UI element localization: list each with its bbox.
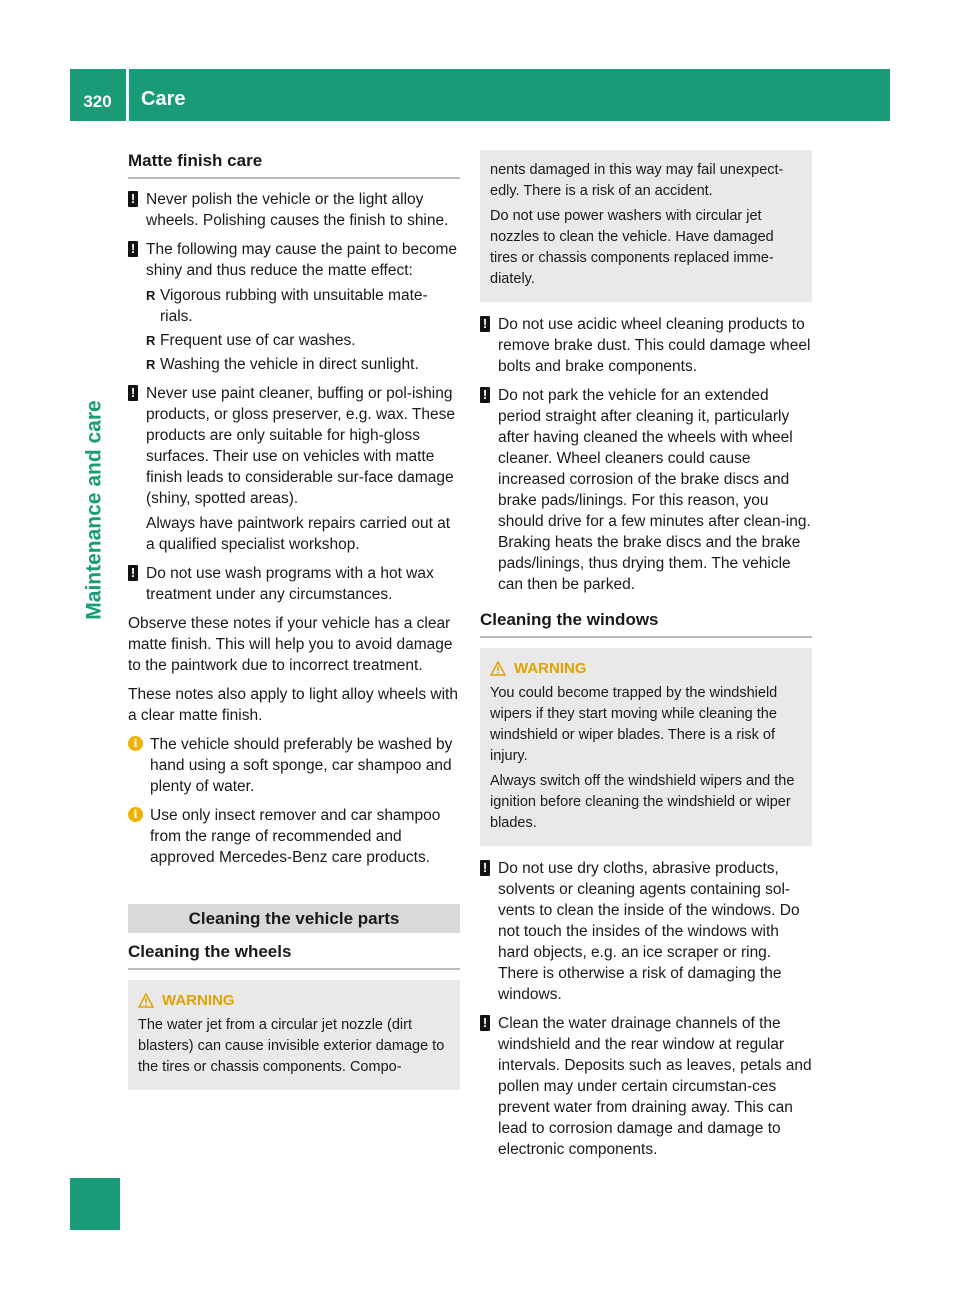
warning-triangle-icon bbox=[138, 993, 154, 1008]
section-header-vehicle-parts: Cleaning the vehicle parts bbox=[128, 904, 460, 933]
warning-box bbox=[128, 980, 460, 1090]
warning-triangle-icon bbox=[490, 661, 506, 676]
warning-text: nents damaged in this way may fail unexpect-edly. There is a risk of an accident. bbox=[490, 162, 784, 199]
bullet-item: R Washing the vehicle in direct sunlight. bbox=[146, 354, 460, 375]
warning-header bbox=[490, 658, 802, 679]
warning-label: WARNING bbox=[162, 992, 235, 1009]
exclamation-icon: ! bbox=[128, 191, 138, 207]
heading-cleaning-windows: Cleaning the windows bbox=[480, 609, 812, 638]
exclamation-icon: ! bbox=[480, 387, 490, 403]
chapter-title: Care bbox=[141, 88, 186, 110]
notice-text: Do not park the vehicle for an extended period straight after cleaning it, particularly after having cleaned the wheels with wheel cleaner. Wheel cleaners could cause increased corrosion of the brake discs and brake pads/linings. For this reason, you should drive for a few minutes after clean-ing. Braking heats the brake discs and the brake pads/linings, thus drying them. The vehicle can then be parked. bbox=[498, 387, 811, 593]
info-text: Use only insect remover and car shampoo from the range of recommended and approved Mercedes-Benz care products. bbox=[150, 807, 441, 866]
warning-box bbox=[480, 648, 812, 846]
notice-item bbox=[128, 563, 460, 605]
page-number: 320 bbox=[83, 92, 112, 111]
warning-text: Always switch off the windshield wipers and the ignition before cleaning the windshield or wiper blades. bbox=[490, 773, 795, 831]
side-tab-marker bbox=[70, 1178, 120, 1230]
notice-text: The following may cause the paint to become shiny and thus reduce the matte effect: bbox=[146, 241, 458, 279]
exclamation-icon: ! bbox=[128, 241, 138, 257]
notice-item bbox=[480, 858, 812, 1005]
notice-item bbox=[128, 383, 460, 555]
notice-item bbox=[480, 385, 812, 595]
info-text: The vehicle should preferably be washed by hand using a soft sponge, car shampoo and plenty of water. bbox=[150, 736, 453, 795]
bullet-item: R Frequent use of car washes. bbox=[146, 330, 460, 351]
heading-cleaning-wheels: Cleaning the wheels bbox=[128, 941, 460, 970]
exclamation-icon: ! bbox=[128, 385, 138, 401]
info-icon: i bbox=[128, 736, 143, 751]
header-divider bbox=[126, 69, 129, 121]
notice-item bbox=[480, 1013, 812, 1160]
notice-text: Do not use acidic wheel cleaning products to remove brake dust. This could damage wheel bolts and brake components. bbox=[498, 316, 811, 375]
notice-subtext: Always have paintwork repairs carried out at a qualified specialist workshop. bbox=[146, 515, 451, 553]
left-column bbox=[128, 150, 460, 1102]
warning-text: Do not use power washers with circular jet nozzles to clean the vehicle. Have damaged tires or chassis components replaced imme-diately. bbox=[490, 208, 774, 287]
notice-text: Never polish the vehicle or the light alloy wheels. Polishing causes the finish to shine. bbox=[146, 191, 449, 229]
notice-text: Clean the water drainage channels of the windshield and the rear window at regular intervals. Deposits such as leaves, petals and pollen may under certain circumstan-ces prevent water from draining away. This can lead to corrosion damage and damage to electronic components. bbox=[498, 1015, 812, 1158]
notice-text: Do not use wash programs with a hot wax treatment under any circumstances. bbox=[146, 565, 434, 603]
notice-item bbox=[128, 189, 460, 231]
warning-label: WARNING bbox=[514, 660, 587, 677]
paragraph: Observe these notes if your vehicle has a clear matte finish. This will help you to avoid damage to the paintwork due to incorrect treatment. bbox=[128, 615, 453, 674]
exclamation-icon: ! bbox=[480, 316, 490, 332]
header-bar bbox=[70, 69, 890, 121]
info-icon: i bbox=[128, 807, 143, 822]
notice-text: Do not use dry cloths, abrasive products, solvents or cleaning agents containing sol-vents to clean the inside of the windows. Do not touch the insides of the windows with hard objects, e.g. an ice scraper or ring. There is otherwise a risk of damaging the windows. bbox=[498, 860, 800, 1003]
info-item bbox=[128, 805, 460, 868]
notice-item bbox=[480, 314, 812, 377]
warning-header bbox=[138, 990, 450, 1011]
warning-box-continued bbox=[480, 150, 812, 302]
paragraph: These notes also apply to light alloy wheels with a clear matte finish. bbox=[128, 686, 458, 724]
side-tab-label: Maintenance and care bbox=[83, 400, 107, 620]
info-item bbox=[128, 734, 460, 797]
bullet-list bbox=[146, 285, 460, 375]
exclamation-icon: ! bbox=[128, 565, 138, 581]
bullet-item: R Vigorous rubbing with unsuitable mate-rials. bbox=[146, 285, 460, 327]
warning-text: The water jet from a circular jet nozzle (dirt blasters) can cause invisible exterior damage to the tires or chassis components. Compo- bbox=[138, 1017, 445, 1075]
exclamation-icon: ! bbox=[480, 860, 490, 876]
notice-text: Never use paint cleaner, buffing or pol-ishing products, or gloss preserver, e.g. wax. These products are only suitable for high-gloss surfaces. Their use on vehicles with matte finish leads to considerable sur-face damage (shiny, spotted areas). bbox=[146, 385, 456, 507]
exclamation-icon: ! bbox=[480, 1015, 490, 1031]
heading-matte-finish: Matte finish care bbox=[128, 150, 460, 179]
notice-item bbox=[128, 239, 460, 375]
side-tab-label-container bbox=[70, 380, 120, 640]
right-column bbox=[480, 150, 812, 1168]
warning-text: You could become trapped by the windshield wipers if they start moving while cleaning the windshield or wiper blades. There is a risk of injury. bbox=[490, 685, 778, 764]
